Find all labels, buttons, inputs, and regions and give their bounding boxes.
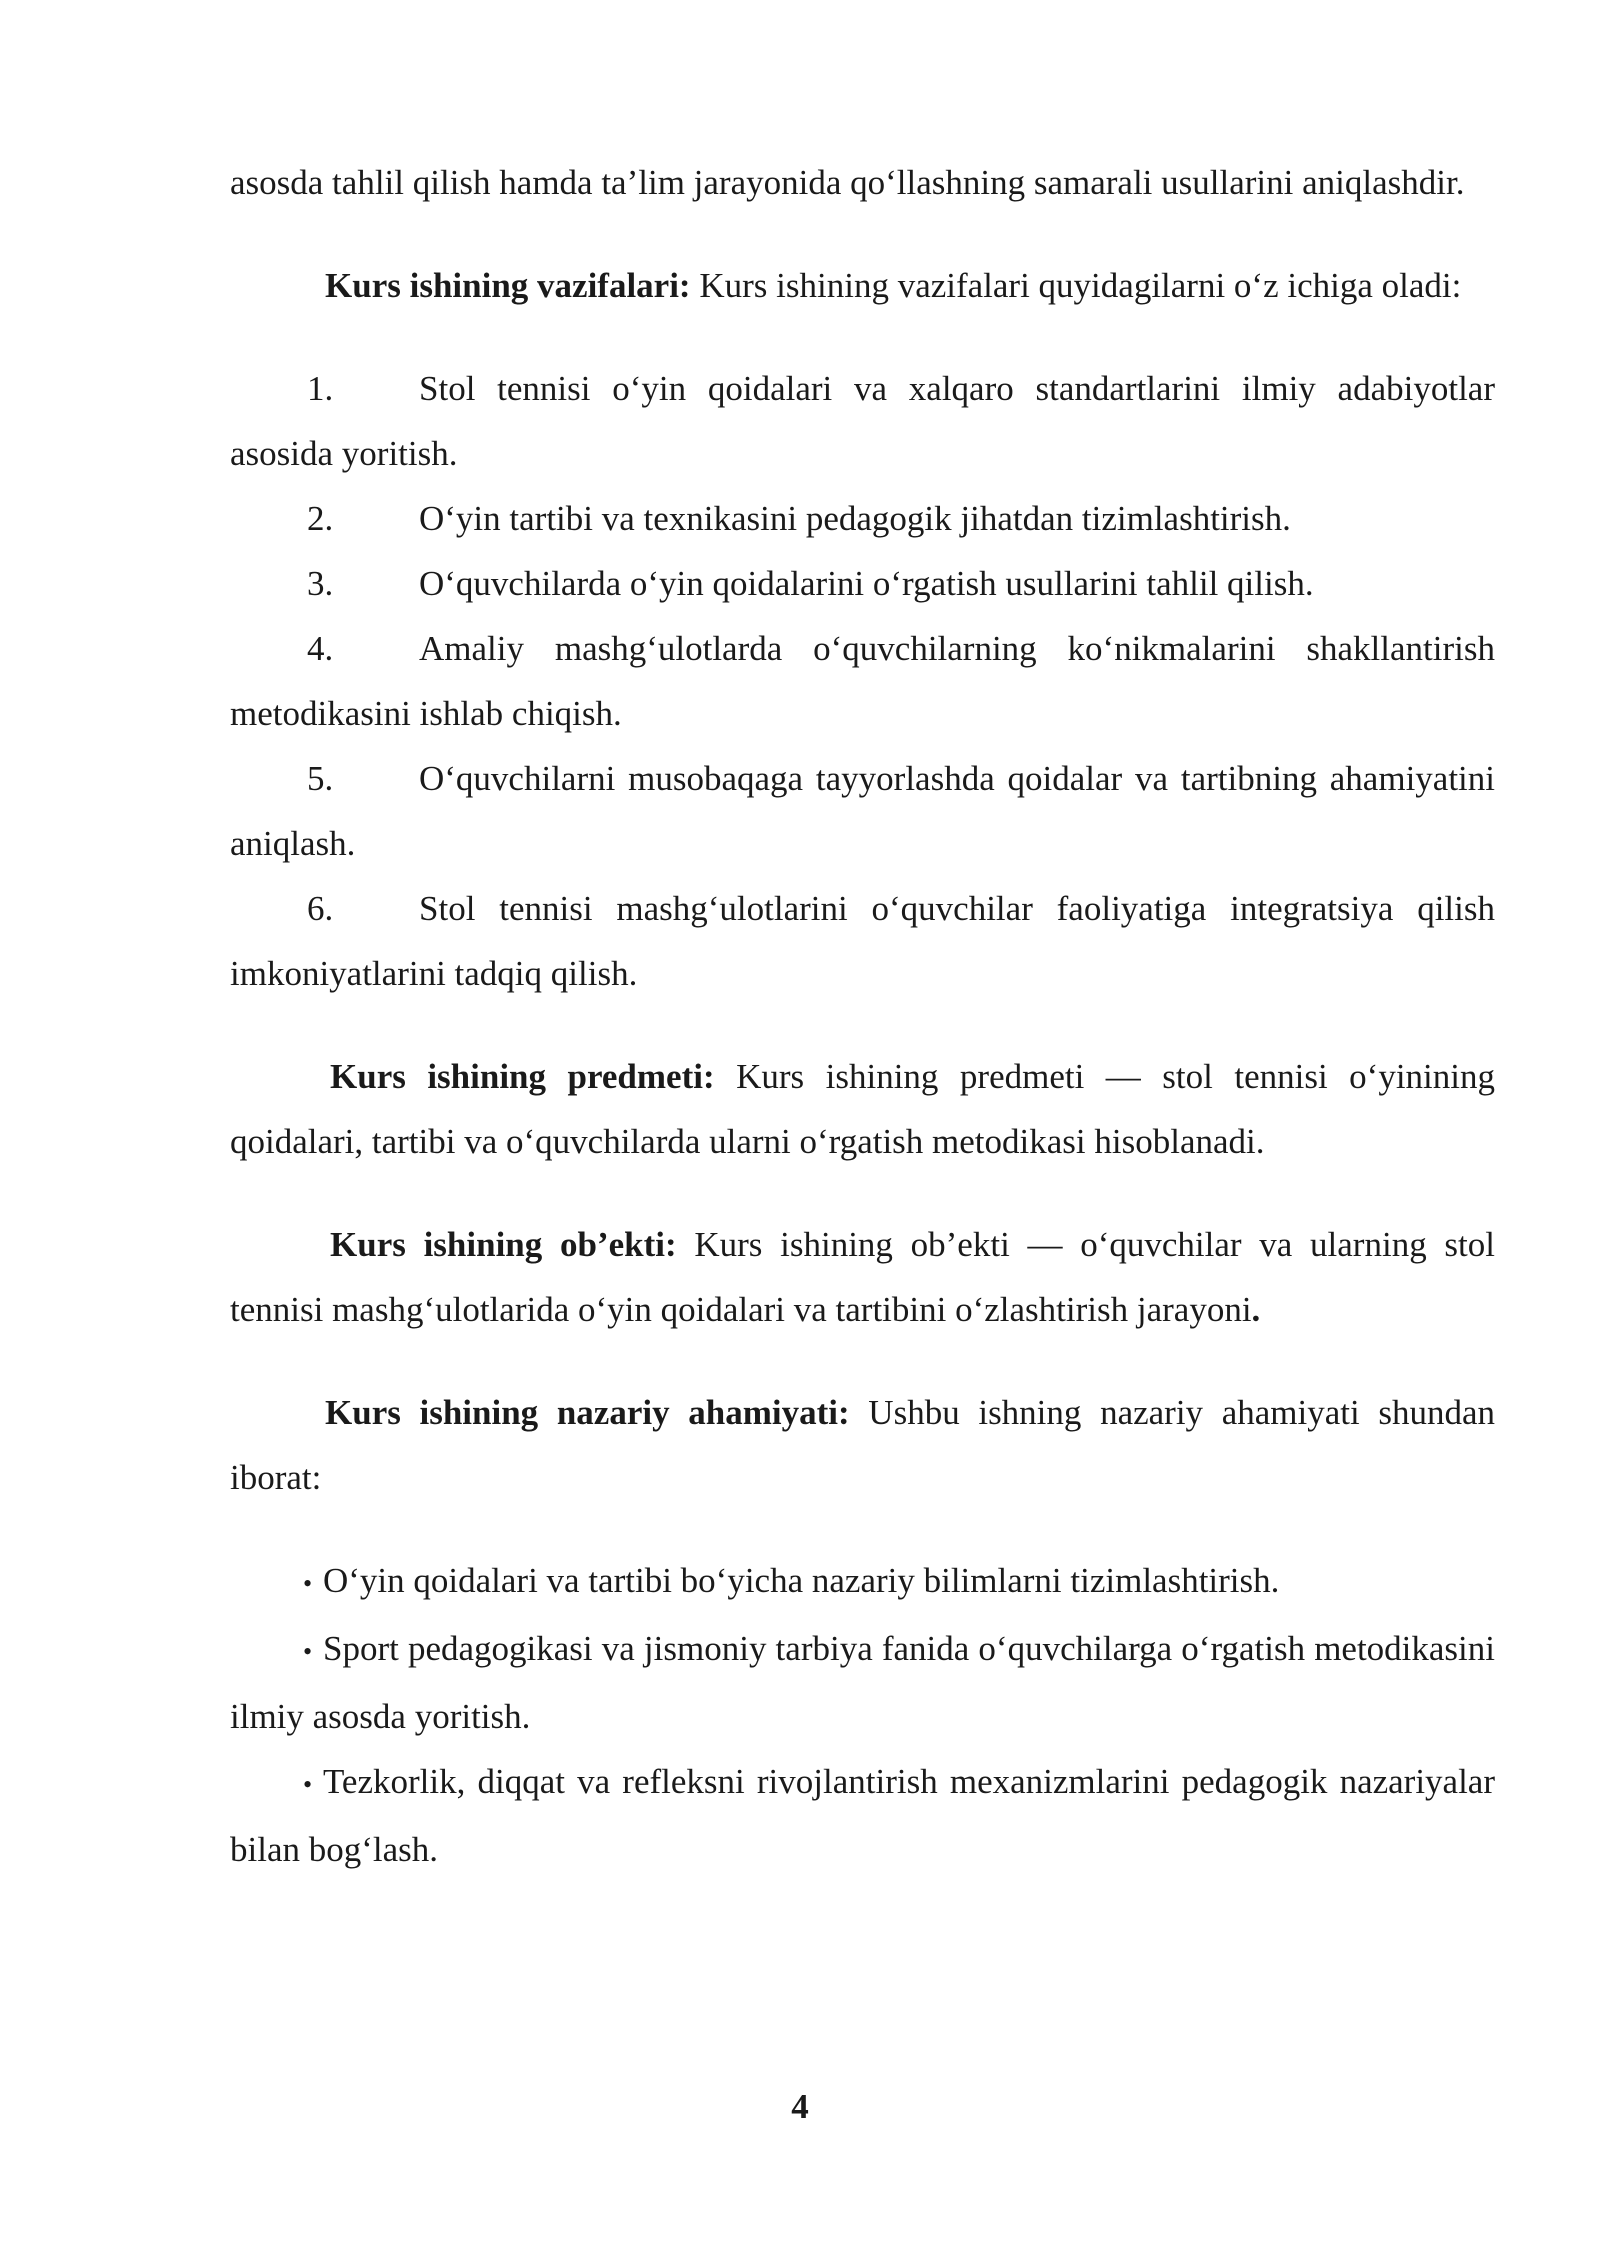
bullet-item-text: Tezkorlik, diqqat va refleksni rivojlantirish mexanizmlarini pedagogik nazariyalar bilan bog‘lash. [230, 1762, 1495, 1869]
document-page [230, 150, 1495, 1882]
list-item [230, 616, 1495, 746]
subject-heading: Kurs ishining predmeti: [330, 1057, 715, 1096]
bullet-item [230, 1548, 1495, 1616]
object-text: Kurs ishining ob’ekti — o‘quvchilar va ularning stol tennisi mashg‘ulotlarida o‘yin qoidalari va tartibini o‘zlashtirish jarayoni [230, 1225, 1495, 1329]
bullet-dot-icon: • [303, 1770, 313, 1799]
bullet-dot-icon: • [303, 1637, 313, 1666]
list-item-number: 1. [307, 369, 334, 408]
theory-text: Ushbu ishning nazariy ahamiyati shundan iborat: [230, 1393, 1496, 1497]
list-item-text: O‘quvchilarni musobaqaga tayyorlashda qoidalar va tartibning ahamiyatini aniqlash. [230, 759, 1495, 863]
tasks-list [230, 356, 1495, 1006]
theory-paragraph [230, 1380, 1495, 1510]
tasks-heading: Kurs ishining vazifalari: [325, 266, 691, 305]
subject-paragraph [230, 1044, 1495, 1174]
list-item-number: 4. [307, 629, 334, 668]
subject-text: Kurs ishining predmeti — stol tennisi o‘yinining qoidalari, tartibi va o‘quvchilarda ularni o‘rgatish metodikasi hisoblanadi. [230, 1057, 1495, 1161]
bullet-item-text: O‘yin qoidalari va tartibi bo‘yicha nazariy bilimlarni tizimlashtirish. [323, 1561, 1280, 1600]
theory-bullet-list [230, 1548, 1495, 1882]
page-number: 4 [791, 2087, 809, 2126]
list-item [230, 746, 1495, 876]
list-item [230, 876, 1495, 1006]
list-item-number: 2. [307, 499, 334, 538]
tasks-text: Kurs ishining vazifalari quyidagilarni o‘z ichiga oladi: [690, 266, 1462, 305]
list-item-number: 5. [307, 759, 334, 798]
list-item [230, 551, 1495, 616]
list-item-text: O‘yin tartibi va texnikasini pedagogik jihatdan tizimlashtirish. [419, 499, 1291, 538]
list-item-text: Stol tennisi mashg‘ulotlarini o‘quvchilar faoliyatiga integratsiya qilish imkoniyatlarini tadqiq qilish. [230, 889, 1495, 993]
list-item-text: O‘quvchilarda o‘yin qoidalarini o‘rgatish usullarini tahlil qilish. [419, 564, 1314, 603]
intro-paragraph: asosda tahlil qilish hamda ta’lim jarayonida qo‘llashning samarali usullarini aniqlashdir. [230, 163, 1465, 202]
object-heading: Kurs ishining ob’ekti: [330, 1225, 677, 1264]
bullet-item [230, 1749, 1495, 1882]
list-item-number: 3. [307, 564, 334, 603]
list-item [230, 356, 1495, 486]
bullet-item-text: Sport pedagogikasi va jismoniy tarbiya fanida o‘quvchilarga o‘rgatish metodikasini ilmiy asosda yoritish. [230, 1629, 1495, 1736]
object-paragraph [230, 1212, 1495, 1342]
list-item-text: Stol tennisi o‘yin qoidalari va xalqaro standartlarini ilmiy adabiyotlar asosida yoritish. [230, 369, 1495, 473]
tasks-paragraph [230, 253, 1495, 318]
object-end: . [1251, 1290, 1261, 1329]
theory-heading: Kurs ishining nazariy ahamiyati: [325, 1393, 850, 1432]
list-item-number: 6. [307, 889, 334, 928]
list-item [230, 486, 1495, 551]
bullet-item [230, 1616, 1495, 1749]
list-item-text: Amaliy mashg‘ulotlarda o‘quvchilarning ko‘nikmalarini shakllantirish metodikasini ishlab chiqish. [230, 629, 1495, 733]
bullet-dot-icon: • [303, 1569, 313, 1598]
